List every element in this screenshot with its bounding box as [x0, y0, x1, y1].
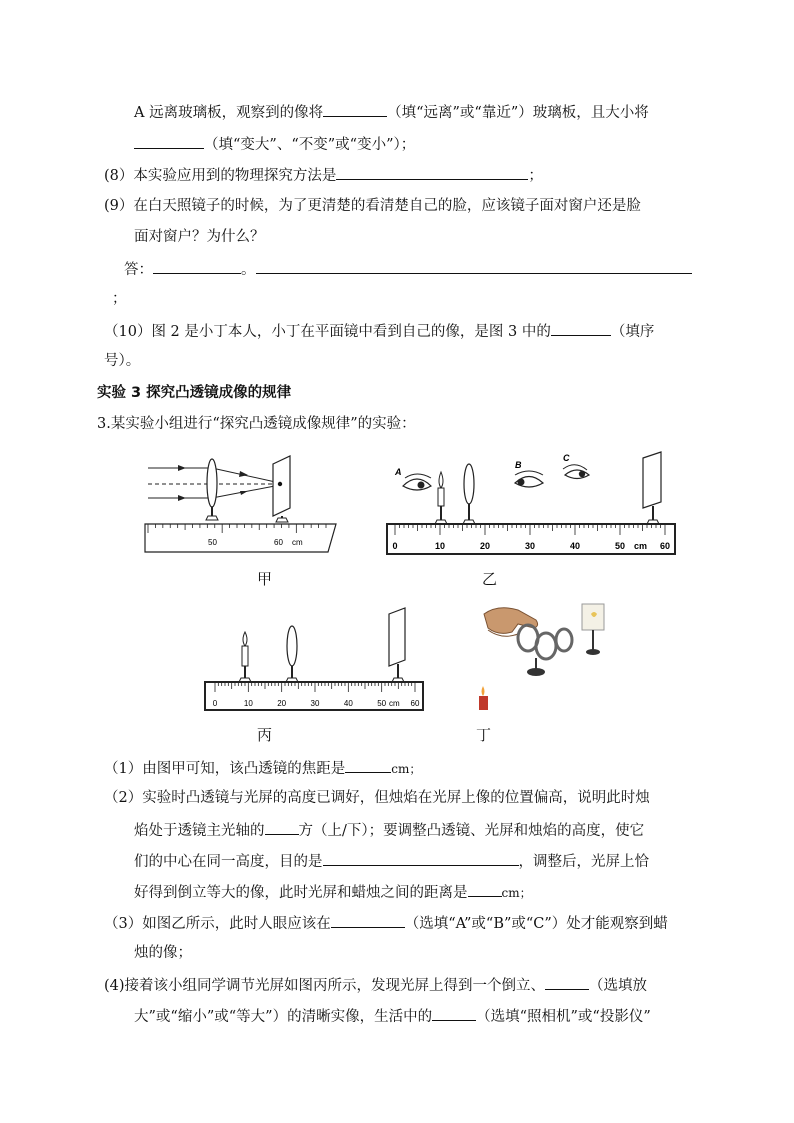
- caption-bing: 丙: [257, 726, 273, 744]
- unit-jia: cm: [292, 538, 303, 547]
- eye-label-a: A: [395, 467, 402, 477]
- s3-line1: （3）如图乙所示，此时人眼应该在 （选填“A”或“B”或“C”）处才能观察到蜡: [104, 912, 668, 934]
- ruler-tick-label: 40: [569, 541, 581, 551]
- figure-jia: [140, 450, 340, 555]
- eye-b: [515, 460, 543, 487]
- blank-s4a[interactable]: [545, 974, 589, 990]
- ruler-tick-label: 20: [277, 699, 287, 708]
- s2-line4: 好得到倒立等大的像，此时光屏和蜡烛之间的距离是 cm；: [134, 881, 532, 903]
- ruler-tick-label: 0: [212, 699, 218, 708]
- s4-line2: 大”或“缩小”或“等大”）的清晰实像，生活中的 （选填“照相机”或“投影仪”: [134, 1005, 651, 1027]
- tick-jia-50: 50: [208, 538, 217, 547]
- eye-a: [394, 467, 431, 490]
- q10-line2: 号）。: [104, 353, 141, 369]
- caption-yi: 乙: [482, 570, 498, 588]
- intro: 3.某实验小组进行“探究凸透镜成像规律”的实验：: [97, 416, 416, 432]
- lens-yi: [463, 464, 475, 524]
- blank-q7b[interactable]: [134, 133, 204, 149]
- unit-bing: cm: [389, 699, 400, 708]
- candle-yi: [435, 472, 447, 524]
- caption-jia: 甲: [257, 570, 273, 588]
- candle-bing: [239, 632, 251, 682]
- s2-line1: （2）实验时凸透镜与光屏的高度已调好，但烛焰在光屏上像的位置偏高，说明此时烛: [104, 790, 650, 806]
- ruler-jia: [145, 524, 336, 552]
- blank-s4b[interactable]: [432, 1005, 476, 1021]
- blank-q10[interactable]: [551, 320, 611, 336]
- s2-line2: 焰处于透镜主光轴的 方（上/下）；要调整凸透镜、光屏和烛焰的高度，使它: [134, 819, 644, 841]
- q10-line1: （10）图 2 是小丁本人，小丁在平面镜中看到自己的像，是图 3 中的 （填序: [104, 320, 654, 342]
- blank-s2b[interactable]: [323, 850, 519, 866]
- screen-yi: [643, 452, 661, 524]
- ruler-tick-label: 20: [479, 541, 491, 551]
- q9-tail: ；: [112, 291, 127, 307]
- q9-line1: (9）在白天照镜子的时候，为了更清楚的看清楚自己的脸，应该镜子面对窗户还是脸: [104, 198, 641, 214]
- caption-ding: 丁: [476, 726, 492, 744]
- s1-line: （1）由图甲可知，该凸透镜的焦距是 cm；: [104, 757, 421, 779]
- figure-ding: [478, 600, 608, 715]
- blank-q7a[interactable]: [323, 101, 387, 117]
- q7-line2: （填“变大”、“不变”或“变小”）；: [134, 133, 415, 155]
- blank-q9a[interactable]: [153, 258, 241, 274]
- lens-bing: [286, 626, 298, 682]
- light-screen: [273, 456, 290, 516]
- figure-bing: [203, 606, 428, 716]
- ruler-tick-label: 50: [614, 541, 626, 551]
- ruler-tick-label: 30: [524, 541, 536, 551]
- candle-icon: [479, 686, 488, 710]
- blank-q9b[interactable]: [256, 258, 692, 274]
- s4-line1: (4)接着该小组同学调节光屏如图丙所示，发现光屏上得到一个倒立、 （选填放: [104, 974, 647, 996]
- convex-lens: [207, 459, 217, 507]
- blank-s2a[interactable]: [265, 819, 299, 835]
- blank-q8[interactable]: [336, 164, 528, 180]
- tick-jia-60: 60: [274, 538, 283, 547]
- ruler-tick-label: 30: [310, 699, 320, 708]
- ruler-tick-label: 0: [392, 541, 398, 551]
- unit-yi: cm: [634, 541, 648, 551]
- eye-c: [563, 453, 589, 479]
- section-title: 实验 3 探究凸透镜成像的规律: [97, 385, 292, 401]
- q8-line: (8）本实验应用到的物理探究方法是 ；: [104, 164, 543, 186]
- screen-bing: [389, 608, 405, 682]
- photo-screen-icon: [582, 604, 604, 655]
- q9-line2: 面对窗户？为什么？: [134, 229, 265, 245]
- figure-yi: [385, 450, 680, 560]
- focal-point: [278, 482, 282, 486]
- q9-answer-line: 答： 。: [124, 258, 692, 280]
- s2-line3: 们的中心在同一高度，目的是 ，调整后，光屏上恰: [134, 850, 649, 872]
- lens-rings-icon: [518, 625, 572, 659]
- hand-icon: [484, 608, 538, 637]
- eye-label-c: C: [563, 453, 570, 463]
- ruler-tick-label: 10: [434, 541, 446, 551]
- blank-s1[interactable]: [345, 757, 391, 773]
- blank-s2c[interactable]: [468, 881, 502, 897]
- ruler-tick-label: 40: [343, 699, 353, 708]
- blank-s3[interactable]: [331, 912, 405, 928]
- q7-line1: A 远离玻璃板，观察到的像将 （填“远离”或“靠近”）玻璃板，且大小将: [134, 101, 649, 123]
- eye-label-b: B: [515, 460, 522, 470]
- ruler-tick-label: 60: [659, 541, 671, 551]
- ruler-tick-label: 50: [377, 699, 387, 708]
- s3-line2: 烛的像；: [134, 945, 192, 961]
- ruler-tick-label: 10: [243, 699, 253, 708]
- ruler-tick-label: 60: [410, 699, 420, 708]
